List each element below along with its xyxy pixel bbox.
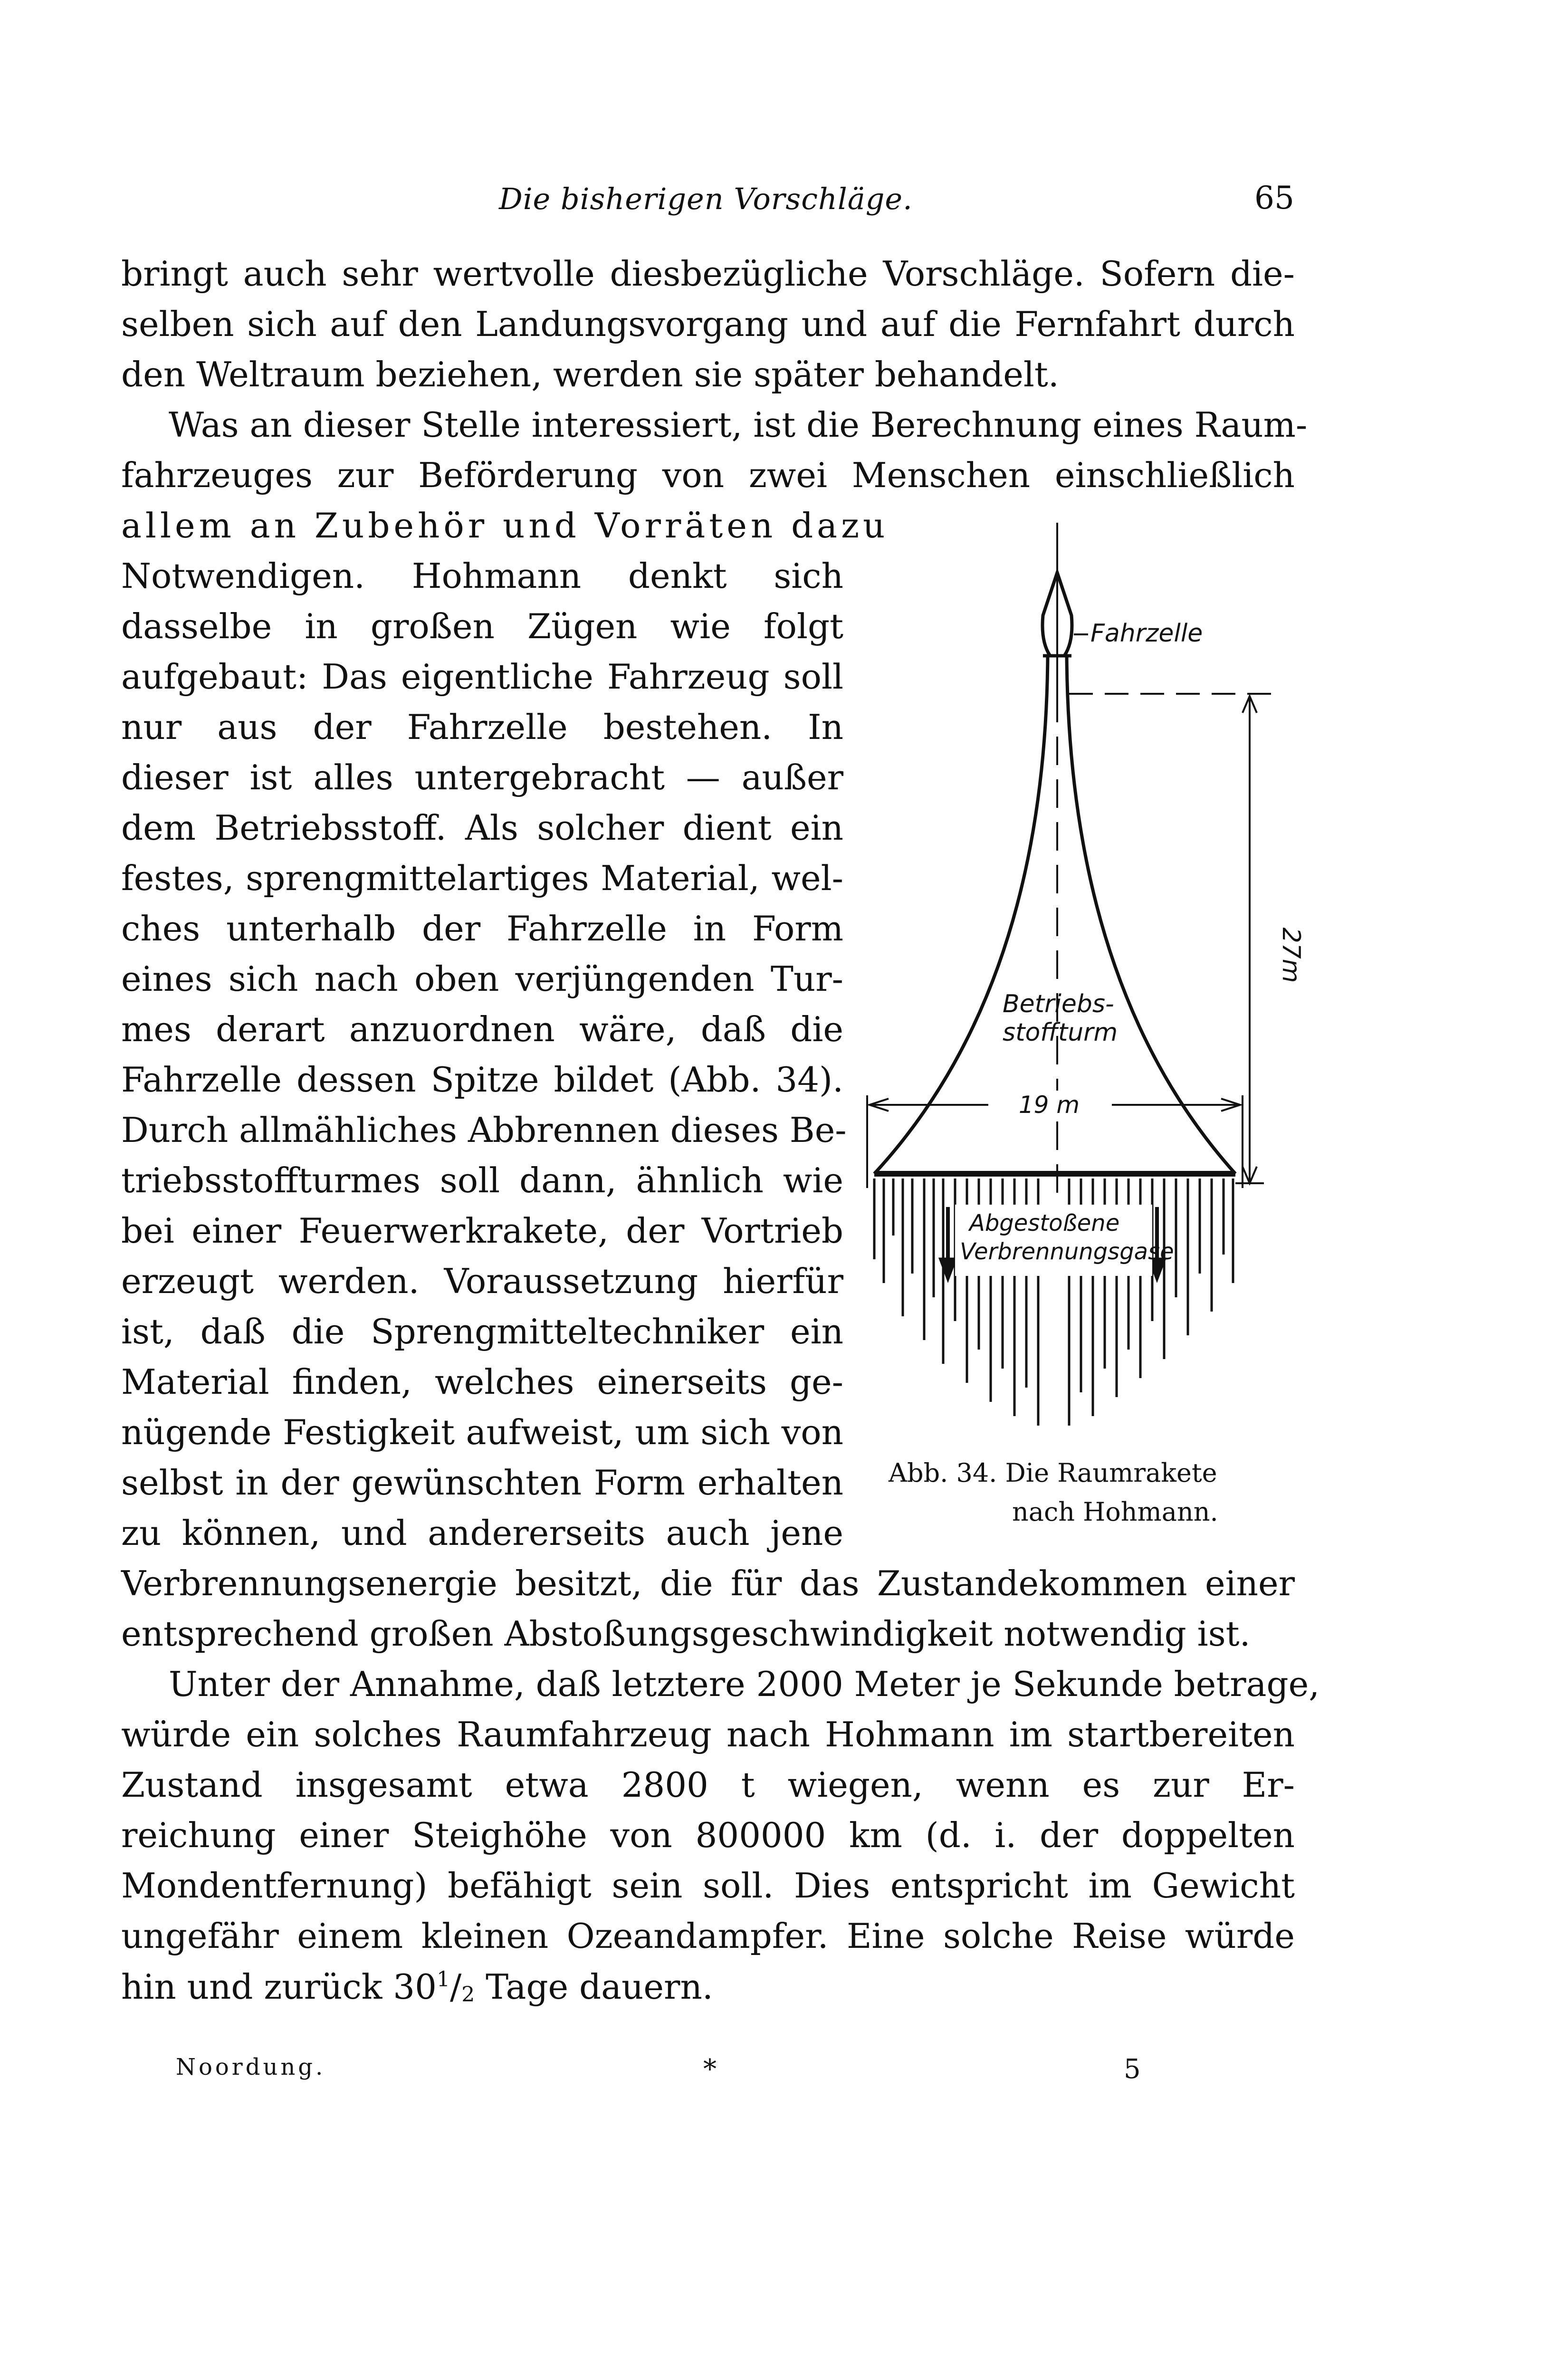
- text-line: festes, sprengmittelartiges Material, wel-: [121, 858, 843, 898]
- text-line: nur aus der Fahrzelle bestehen. In: [121, 707, 843, 747]
- text-line: dem Betriebsstoff. Als solcher dient ein: [121, 808, 843, 848]
- text-line: aufgebaut: Das eigentliche Fahrzeug soll: [121, 657, 843, 697]
- text-line: triebsstoffturmes soll dann, ähnlich wie: [121, 1160, 843, 1200]
- label-tower-line1: Betriebs-: [1003, 990, 1114, 1018]
- text-line: bringt auch sehr wertvolle diesbezügliche Vorschläge. Sofern die-: [121, 254, 1295, 294]
- label-gas-line2: Verbrennungsgase: [960, 1238, 1174, 1265]
- text-line: Verbrennungsenergie besitzt, die für das Zustandekommen einer: [121, 1563, 1295, 1603]
- text-line: Durch allmähliches Abbrennen dieses Be-: [121, 1110, 847, 1150]
- rocket-figure: [846, 513, 1321, 1445]
- text-line: Zustand insgesamt etwa 2800 t wiegen, wenn es zur Er-: [121, 1765, 1295, 1805]
- text-line: Material finden, welches einerseits ge-: [121, 1362, 843, 1402]
- figure-caption-line2: nach Hohmann.: [1012, 1497, 1218, 1527]
- text-line: Was an dieser Stelle interessiert, ist die Berechnung eines Raum-: [169, 405, 1308, 445]
- footer-star: *: [703, 2054, 719, 2085]
- figure-caption-line1: Abb. 34. Die Raumrakete: [889, 1458, 1217, 1488]
- text-line: Unter der Annahme, daß letztere 2000 Meter je Sekunde betrage,: [169, 1664, 1320, 1704]
- label-width: 19 m: [1018, 1091, 1080, 1119]
- text-line: ist, daß die Sprengmitteltechniker ein: [121, 1312, 843, 1351]
- text-line: bei einer Feuerwerkrakete, der Vortrieb: [121, 1211, 843, 1251]
- text-line: den Weltraum beziehen, werden sie später behandelt.: [121, 354, 1059, 394]
- label-fahrzelle: Fahrzelle: [1090, 619, 1203, 648]
- text-line: ungefähr einem kleinen Ozeandampfer. Eine solche Reise würde: [121, 1916, 1295, 1956]
- text-line: nügende Festigkeit aufweist, um sich von: [121, 1412, 843, 1452]
- text-line: selbst in der gewünschten Form erhalten: [121, 1463, 843, 1503]
- text-line: Fahrzelle dessen Spitze bildet (Abb. 34).: [121, 1060, 843, 1100]
- text-line: selben sich auf den Landungsvorgang und auf die Fernfahrt durch: [121, 304, 1295, 344]
- label-tower-line2: stoffturm: [1003, 1018, 1118, 1047]
- page-number: 65: [1254, 180, 1294, 216]
- text-line: zu können, und andererseits auch jene: [121, 1513, 843, 1553]
- text-line: allem an Zubehör und Vorräten dazu: [121, 506, 889, 546]
- text-line: erzeugt werden. Voraussetzung hierfür: [121, 1261, 843, 1301]
- text-line: entsprechend großen Abstoßungsgeschwindigkeit notwendig ist.: [121, 1614, 1251, 1654]
- text-line: würde ein solches Raumfahrzeug nach Hohmann im startbereiten: [121, 1715, 1295, 1754]
- text-line: Mondentfernung) befähigt sein soll. Dies entspricht im Gewicht: [121, 1866, 1295, 1906]
- running-header: Die bisherigen Vorschläge.: [499, 182, 913, 216]
- text-line: eines sich nach oben verjüngenden Tur-: [121, 959, 843, 999]
- label-height: 27m: [1277, 927, 1305, 983]
- text-line: reichung einer Steighöhe von 800000 km (d. i. der doppelten: [121, 1815, 1295, 1855]
- footer-sheet-number: 5: [1124, 2054, 1144, 2085]
- text-line: fahrzeuges zur Beförderung von zwei Menschen einschließlich: [121, 455, 1295, 495]
- text-line: mes derart anzuordnen wäre, daß die: [121, 1009, 843, 1049]
- text-line-last: hin und zurück $30^1/2$ Tage dauern.: [121, 1967, 713, 2007]
- footer-signature: Noordung.: [176, 2054, 326, 2080]
- text-line: Notwendigen. Hohmann denkt sich: [121, 556, 843, 596]
- text-line: dasselbe in großen Zügen wie folgt: [121, 606, 843, 646]
- text-line: dieser ist alles untergebracht — außer: [121, 757, 843, 797]
- text-line: ches unterhalb der Fahrzelle in Form: [121, 909, 843, 948]
- label-gas-line1: Abgestoßene: [969, 1210, 1120, 1236]
